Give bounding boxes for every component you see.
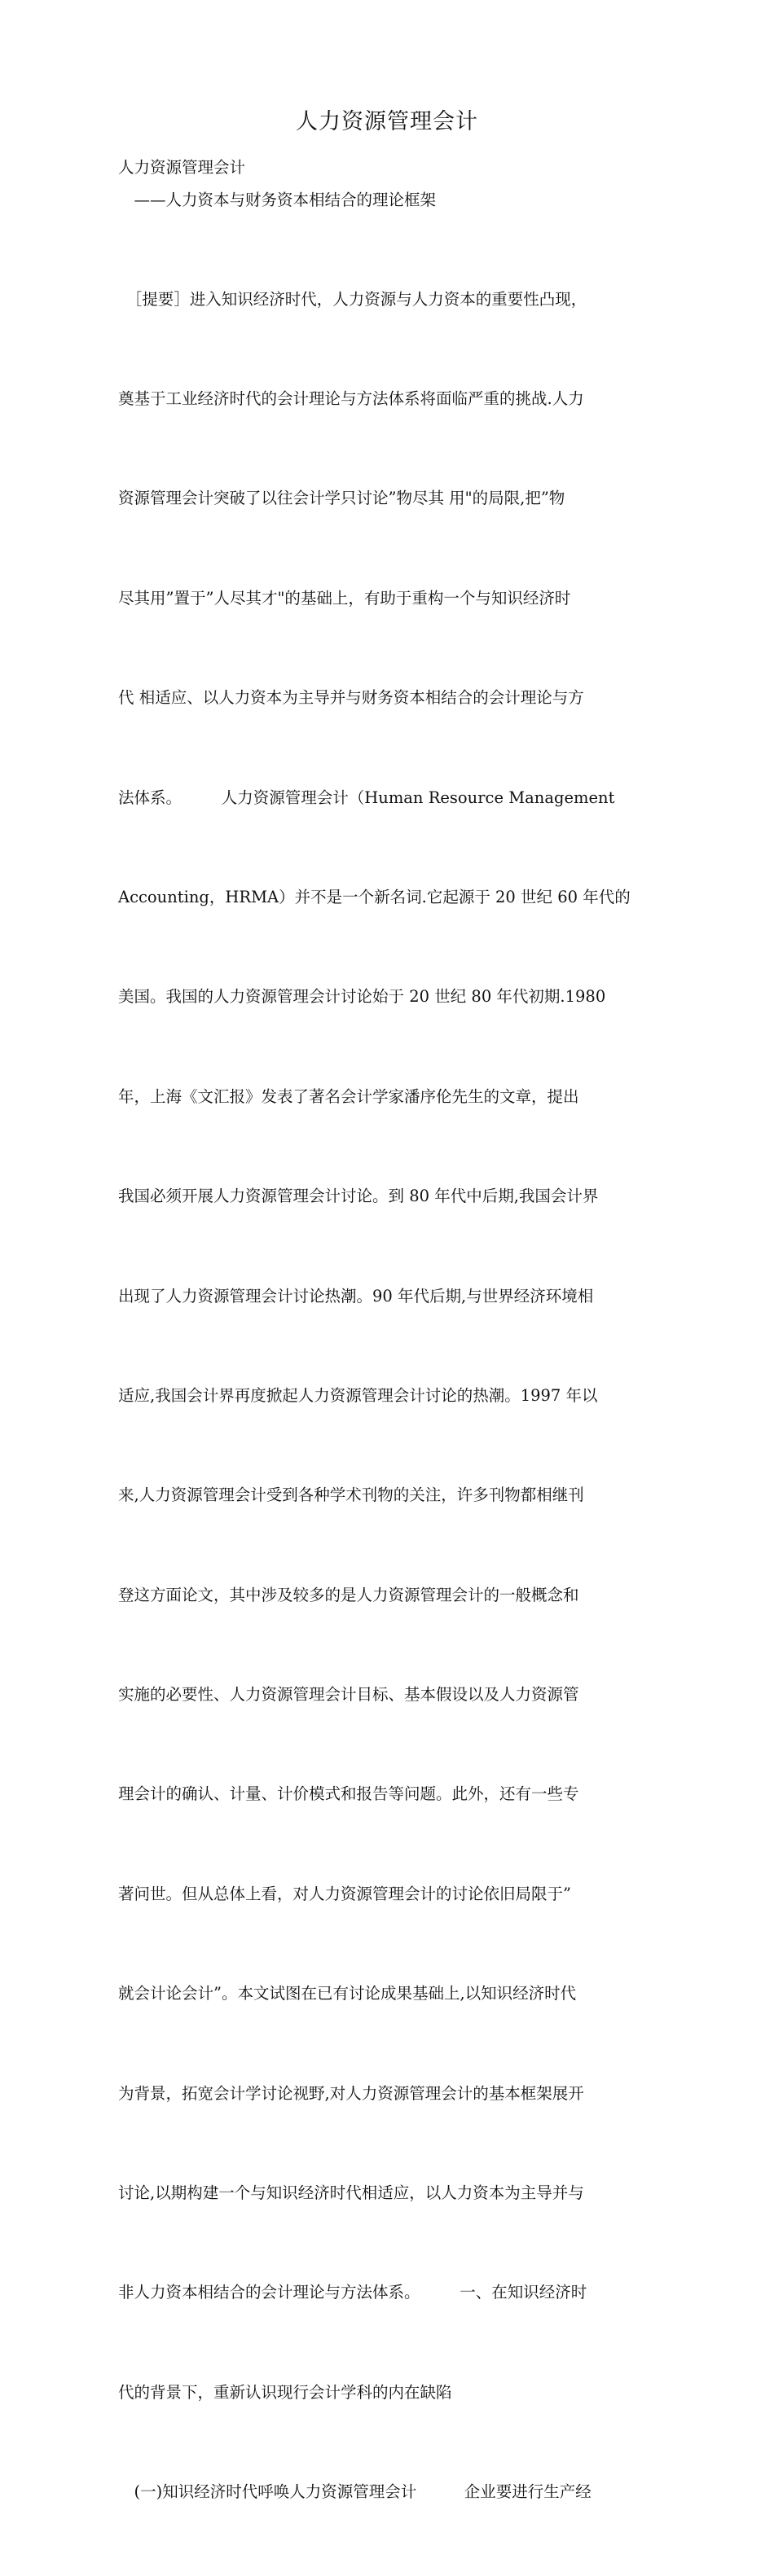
page-title: 人力资源管理会计 [296, 109, 478, 134]
text-line: ［提要］进入知识经济时代，人力资源与人力资本的重要性凸现， [118, 289, 587, 309]
text-line: 资源管理会计突破了以往会计学只讨论”物尽其 用"的局限,把”物 [118, 489, 565, 508]
text-line: 美国。我国的人力资源管理会计讨论始于 20 世纪 80 年代初期.1980 [118, 987, 606, 1007]
text-line: 就会计论会计”。本文试图在已有讨论成果基础上,以知识经济时代 [118, 1984, 577, 2003]
text-line: 代的背景下，重新认识现行会计学科的内在缺陷 [118, 2382, 452, 2402]
text-line: 法体系。 人力资源管理会计（Human Resource Management [118, 788, 615, 807]
text-line: Accounting，HRMA）并不是一个新名词.它起源于 20 世纪 60 年代的 [118, 887, 631, 906]
text-line: 登这方面论文，其中涉及较多的是人力资源管理会计的一般概念和 [118, 1585, 579, 1604]
text-line: 实施的必要性、人力资源管理会计目标、基本假设以及人力资源管 [118, 1685, 579, 1705]
text-line: 讨论,以期构建一个与知识经济时代相适应，以人力资本为主导并与 [118, 2183, 584, 2203]
text-line: 我国必须开展人力资源管理会计讨论。到 80 年代中后期,我国会计界 [118, 1187, 599, 1206]
section-heading: 人力资源管理会计 [118, 158, 246, 177]
body-paragraph [118, 217, 660, 2576]
text-line: (一)知识经济时代呼唤人力资源管理会计 企业要进行生产经 [118, 2482, 591, 2502]
text-line: 年，上海《文汇报》发表了著名会计学家潘序伦先生的文章，提出 [118, 1086, 579, 1106]
text-line: 为背景，拓宽会计学讨论视野,对人力资源管理会计的基本框架展开 [118, 2083, 584, 2103]
text-line: 奠基于工业经济时代的会计理论与方法体系将面临严重的挑战.人力 [118, 388, 584, 408]
text-line: 尽其用”置于”人尽其才"的基础上，有助于重构一个与知识经济时 [118, 588, 571, 608]
text-line: 出现了人力资源管理会计讨论热潮。90 年代后期,与世界经济环境相 [118, 1286, 594, 1306]
text-line: 理会计的确认、计量、计价模式和报告等问题。此外，还有一些专 [118, 1784, 579, 1804]
text-line: 代 相适应、以人力资本为主导并与财务资本相结合的会计理论与方 [118, 688, 584, 708]
text-line: 著问世。但从总体上看，对人力资源管理会计的讨论依旧局限于” [118, 1884, 571, 1903]
text-line: 适应,我国会计界再度掀起人力资源管理会计讨论的热潮。1997 年以 [118, 1385, 598, 1405]
section-subheading: ——人力资本与财务资本相结合的理论框架 [118, 191, 437, 209]
text-line: 来,人力资源管理会计受到各种学术刊物的关注，许多刊物都相继刊 [118, 1485, 584, 1505]
text-line: 非人力资本相结合的会计理论与方法体系。 一、在知识经济时 [118, 2283, 587, 2302]
